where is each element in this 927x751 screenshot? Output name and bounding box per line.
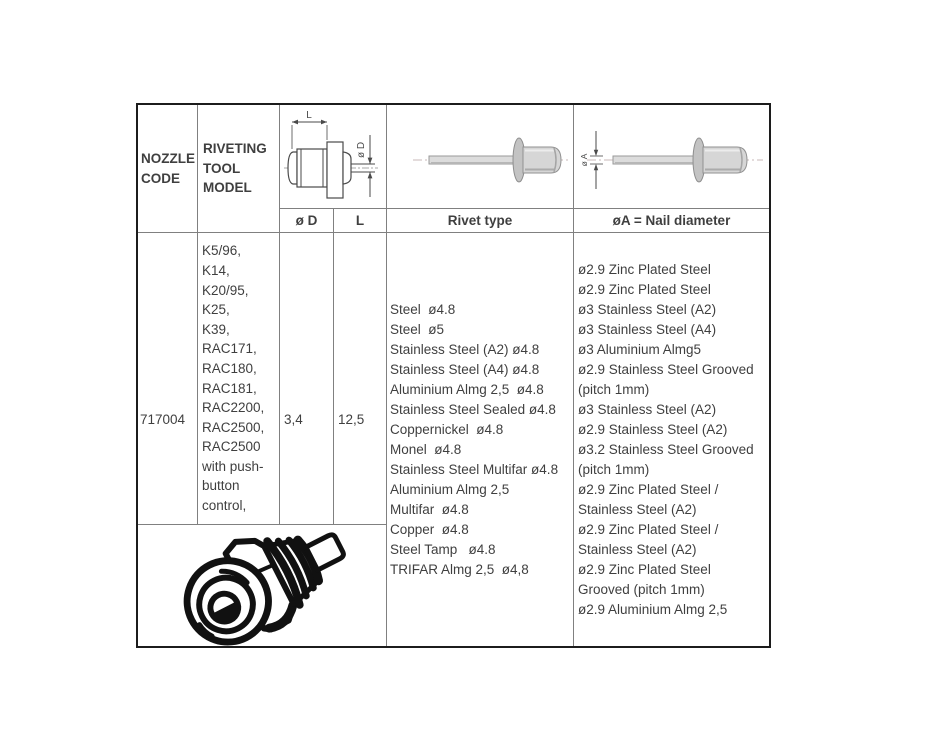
nail-diameter-item: ø3 Stainless Steel (A2) [578, 301, 717, 317]
nail-diameter-item: Stainless Steel (A2) [578, 501, 697, 517]
header-riveting-tool-model-label: RIVETING TOOL MODEL [203, 141, 267, 196]
nail-diameter-item: ø3 Stainless Steel (A2) [578, 401, 717, 417]
tool-model-item: K39, [202, 321, 230, 337]
nail-diameter-item: (pitch 1mm) [578, 461, 650, 477]
nail-diameter-item: ø2.9 Stainless Steel (A2) [578, 421, 728, 437]
dim-l-label: L [306, 110, 312, 121]
tool-model-item: K5/96, [202, 243, 242, 259]
rivet-type-item: Monel ø4.8 [390, 441, 462, 457]
nail-diameter-item: Grooved (pitch 1mm) [578, 581, 705, 597]
tool-model-item: RAC2500, [202, 419, 265, 435]
rivet-type-item: Aluminium Almg 2,5 [390, 481, 510, 497]
rivet-type-item: Stainless Steel Sealed ø4.8 [390, 401, 556, 417]
header-nozzle-dimension-cell [280, 105, 387, 209]
nozzle-spec-table [136, 103, 771, 648]
tool-model-item: K25, [202, 302, 230, 318]
header-nail-diameter [574, 209, 769, 233]
dim-d-label: ø D [356, 141, 367, 158]
nail-diameter-item: ø2.9 Zinc Plated Steel [578, 261, 711, 277]
tool-model-item: RAC2200, [202, 400, 265, 416]
nozzle-code-value: 717004 [140, 411, 186, 427]
header-rivet-type [387, 209, 574, 233]
nail-diameter-item: ø2.9 Zinc Plated Steel [578, 281, 711, 297]
tool-model-item: K14, [202, 262, 230, 278]
header-rivet-type-label: Rivet type [447, 212, 513, 228]
nail-diameter-item: ø2.9 Aluminium Almg 2,5 [578, 601, 728, 617]
header-nozzle-code-label: NOZZLE CODE [141, 151, 195, 186]
rivet-type-item: Stainless Steel (A2) ø4.8 [390, 341, 540, 357]
cell-nozzle-illustration [138, 525, 387, 646]
tool-model-item: RAC181, [202, 380, 257, 396]
header-diameter-d-label: ø D [295, 212, 318, 228]
header-diameter-d [280, 209, 334, 233]
cell-length-l [334, 233, 387, 525]
nail-diameter-item: ø2.9 Zinc Plated Steel / [578, 481, 719, 497]
dim-a-label: ø A [578, 153, 589, 167]
header-nozzle-code [138, 105, 198, 233]
rivet-type-item: Coppernickel ø4.8 [390, 421, 504, 437]
rivet-type-item: Aluminium Almg 2,5 ø4.8 [390, 381, 544, 397]
cell-nozzle-code [138, 233, 198, 525]
header-rivet-cell [387, 105, 574, 209]
header-nail-diameter-label: øA = Nail diameter [612, 212, 731, 228]
header-length-l [334, 209, 387, 233]
cell-nail-diameters [574, 233, 769, 646]
rivet-type-item: Stainless Steel Multifar ø4.8 [390, 461, 559, 477]
header-nail-diameter-cell [574, 105, 769, 209]
nozzle-dimension-drawing-icon [280, 105, 386, 208]
rivet-type-item: Multifar ø4.8 [390, 501, 469, 517]
rivet-type-item: Steel ø4.8 [390, 301, 456, 317]
tool-model-item: K20/95, [202, 282, 249, 298]
nail-diameter-drawing-icon [574, 105, 769, 208]
tool-model-item: RAC171, [202, 341, 257, 357]
tool-model-item: RAC180, [202, 360, 257, 376]
cell-tool-models [198, 233, 280, 525]
header-riveting-tool-model [198, 105, 280, 233]
nail-diameter-item: ø3.2 Stainless Steel Grooved [578, 441, 754, 457]
rivet-type-item: Steel Tamp ø4.8 [390, 541, 496, 557]
nozzle-illustration-icon [138, 526, 387, 646]
nail-diameter-item: ø2.9 Zinc Plated Steel / [578, 521, 719, 537]
cell-rivet-types [387, 233, 574, 646]
nail-diameter-item: ø3 Aluminium Almg5 [578, 341, 702, 357]
rivet-type-item: Steel ø5 [390, 321, 445, 337]
nail-diameter-item: ø3 Stainless Steel (A4) [578, 321, 717, 337]
nail-diameter-item: (pitch 1mm) [578, 381, 650, 397]
rivet-type-item: Stainless Steel (A4) ø4.8 [390, 361, 540, 377]
rivet-type-item: Copper ø4.8 [390, 521, 469, 537]
length-l-value: 12,5 [338, 411, 365, 427]
nail-diameter-item: ø2.9 Zinc Plated Steel [578, 561, 711, 577]
nail-diameter-item: ø2.9 Stainless Steel Grooved [578, 361, 754, 377]
tool-model-item: RAC2500 with push-button control, [202, 439, 264, 514]
diameter-d-value: 3,4 [284, 411, 303, 427]
nail-diameter-item: Stainless Steel (A2) [578, 541, 697, 557]
header-length-l-label: L [355, 212, 365, 228]
cell-diameter-d [280, 233, 334, 525]
rivet-drawing-icon [387, 105, 573, 208]
rivet-type-item: TRIFAR Almg 2,5 ø4,8 [390, 561, 529, 577]
